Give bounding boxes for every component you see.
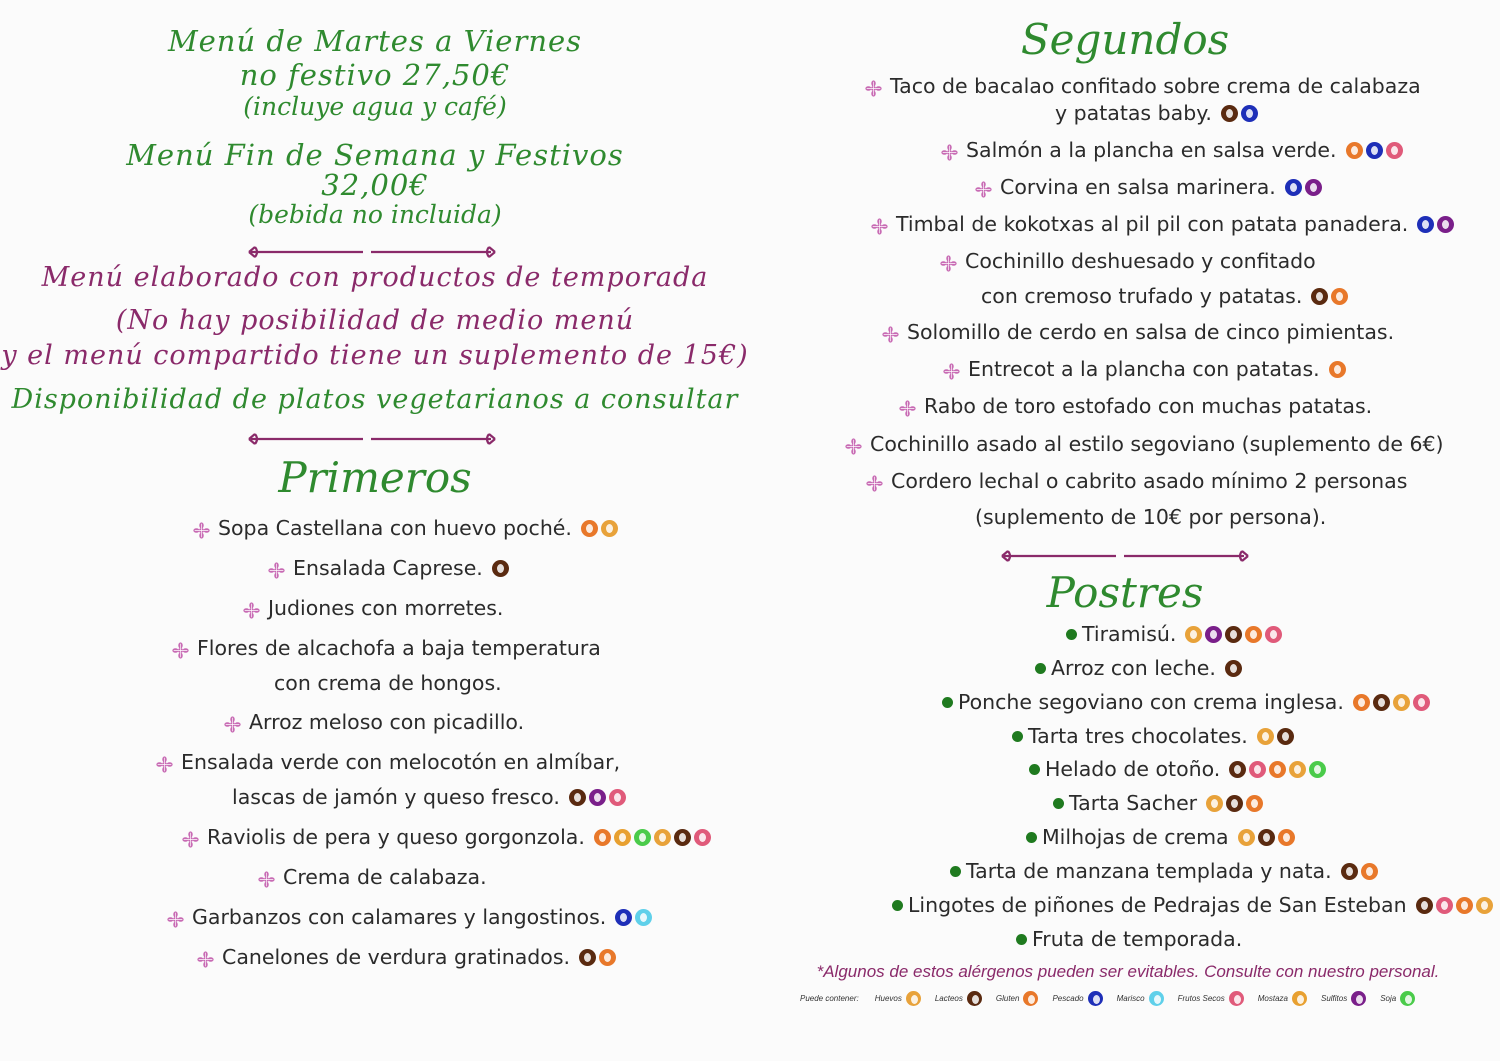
dish-item (224, 710, 524, 734)
flower-bullet-icon (941, 142, 958, 159)
pescado-allergen-icon (615, 909, 632, 926)
dish-item (865, 74, 1421, 98)
dish-item (942, 690, 1430, 714)
dish-name: Cordero lechal o cabrito asado mínimo 2 personas (891, 469, 1408, 493)
legend-label: Marisco (1116, 994, 1145, 1003)
flower-bullet-icon (224, 714, 241, 731)
sulfitos-allergen-icon (1305, 179, 1322, 196)
mostaza-allergen-icon (1292, 991, 1307, 1006)
dot-bullet-icon (1066, 629, 1077, 640)
dish-item (940, 249, 1316, 273)
gluten-allergen-icon (1246, 795, 1263, 812)
huevos-allergen-icon (906, 991, 921, 1006)
allergen-icons (1218, 105, 1258, 122)
soja-allergen-icon (1309, 761, 1326, 778)
dish-item (167, 905, 652, 929)
huevos-allergen-icon (1289, 761, 1306, 778)
allergen-icons (578, 520, 618, 537)
dish-item-continuation (975, 505, 1326, 529)
dish-name: Ensalada verde con melocotón en almíbar, (181, 750, 621, 774)
dish-name: Cochinillo deshuesado y confitado (965, 249, 1316, 273)
allergen-icons (1235, 829, 1295, 846)
weekend-menu-title: Menú Fin de Semana y Festivos (126, 138, 624, 172)
dot-bullet-icon (1012, 731, 1023, 742)
dish-name: Tarta de manzana templada y nata. (966, 859, 1332, 883)
primeros-title: Primeros (278, 453, 472, 502)
legend-item-sulfitos (1321, 991, 1366, 1006)
lacteos-allergen-icon (1229, 761, 1246, 778)
dish-item (943, 357, 1346, 381)
legend-label: Gluten (995, 994, 1020, 1003)
huevos-allergen-icon (1393, 694, 1410, 711)
frutos-allergen-icon (1229, 991, 1244, 1006)
dish-name: Entrecot a la plancha con patatas. (968, 357, 1320, 381)
lacteos-allergen-icon (1258, 829, 1275, 846)
allergen-icons (612, 909, 652, 926)
legend-label: Lacteos (934, 994, 963, 1003)
legend-label: Frutos Secos (1177, 994, 1225, 1003)
dish-item (258, 865, 487, 889)
allergen-icons (1226, 761, 1326, 778)
lacteos-allergen-icon (1221, 105, 1238, 122)
lacteos-allergen-icon (1225, 626, 1242, 643)
gluten-allergen-icon (1269, 761, 1286, 778)
dish-item-continuation (232, 785, 626, 809)
allergen-icons (1308, 288, 1348, 305)
allergen-icons (566, 789, 626, 806)
legend-label: Sulfitos (1320, 994, 1348, 1003)
frutos-allergen-icon (694, 829, 711, 846)
lacteos-allergen-icon (492, 560, 509, 577)
flower-bullet-icon (156, 754, 173, 771)
marisco-allergen-icon (1149, 991, 1164, 1006)
dish-name: con cremoso trufado y patatas. (981, 284, 1303, 308)
dot-bullet-icon (1016, 934, 1027, 945)
dish-name: Canelones de verdura gratinados. (222, 945, 571, 969)
weekend-menu-price: 32,00€ (321, 168, 429, 202)
sulfitos-allergen-icon (589, 789, 606, 806)
flower-bullet-icon (943, 361, 960, 378)
half-menu-note-2: y el menú compartido tiene un suplemento de 15€) (1, 340, 749, 371)
vegetarian-note: Disponibilidad de platos vegetarianos a consultar (11, 384, 739, 415)
frutos-allergen-icon (1413, 694, 1430, 711)
dish-name: Helado de otoño. (1045, 757, 1221, 781)
dish-item (1016, 927, 1242, 951)
dish-item (193, 516, 618, 540)
seasonal-note: Menú elaborado con productos de temporada (41, 262, 709, 293)
dish-name: Ponche segoviano con crema inglesa. (958, 690, 1344, 714)
lacteos-allergen-icon (1225, 660, 1242, 677)
gluten-allergen-icon (594, 829, 611, 846)
ornament-divider (245, 430, 500, 448)
flower-bullet-icon (172, 640, 189, 657)
ornament-divider (998, 547, 1253, 565)
lacteos-allergen-icon (1226, 795, 1243, 812)
pescado-allergen-icon (1241, 105, 1258, 122)
dish-name: Lingotes de piñones de Pedrajas de San Esteban (908, 893, 1407, 917)
legend-item-frutos (1178, 991, 1244, 1006)
allergen-icons (489, 560, 509, 577)
allergen-icons (591, 829, 711, 846)
huevos-allergen-icon (654, 829, 671, 846)
frutos-allergen-icon (1436, 897, 1453, 914)
weekend-menu-note: (bebida no incluida) (248, 200, 502, 229)
gluten-allergen-icon (1329, 361, 1346, 378)
dish-name: Tarta Sacher (1069, 791, 1198, 815)
legend-item-soja (1380, 991, 1415, 1006)
dish-item-continuation (1055, 101, 1258, 125)
dish-name: Rabo de toro estofado con muchas patatas. (924, 394, 1373, 418)
allergen-icons (576, 949, 616, 966)
dish-name: Salmón a la plancha en salsa verde. (966, 138, 1337, 162)
flower-bullet-icon (268, 560, 285, 577)
dish-name: Judiones con morretes. (268, 596, 504, 620)
sulfitos-allergen-icon (1205, 626, 1222, 643)
dish-name: Crema de calabaza. (283, 865, 487, 889)
dish-name: Taco de bacalao confitado sobre crema de calabaza (890, 74, 1421, 98)
dot-bullet-icon (1053, 798, 1064, 809)
flower-bullet-icon (182, 829, 199, 846)
legend-item-lacteos (935, 991, 982, 1006)
pescado-allergen-icon (1417, 216, 1434, 233)
dish-name: Tiramisú. (1082, 622, 1177, 646)
pescado-allergen-icon (1285, 179, 1302, 196)
legend-label: Mostaza (1257, 994, 1288, 1003)
dish-item-continuation (274, 671, 502, 695)
dish-item (845, 432, 1444, 456)
lacteos-allergen-icon (674, 829, 691, 846)
sulfitos-allergen-icon (1437, 216, 1454, 233)
allergen-icons (1203, 795, 1263, 812)
flower-bullet-icon (871, 216, 888, 233)
dish-item (892, 893, 1493, 917)
dish-item (975, 175, 1322, 199)
dish-item (1066, 622, 1282, 646)
dot-bullet-icon (942, 697, 953, 708)
frutos-allergen-icon (609, 789, 626, 806)
flower-bullet-icon (882, 324, 899, 341)
mostaza-allergen-icon (614, 829, 631, 846)
dish-item (871, 212, 1454, 236)
legend-lead: Puede contener: (800, 994, 859, 1003)
huevos-allergen-icon (601, 520, 618, 537)
dish-name: Raviolis de pera y queso gorgonzola. (207, 825, 585, 849)
allergen-icons (1338, 863, 1378, 880)
dish-item (182, 825, 711, 849)
sulfitos-allergen-icon (1351, 991, 1366, 1006)
allergen-icons (1222, 660, 1242, 677)
dish-item (1053, 791, 1263, 815)
dish-name: Flores de alcachofa a baja temperatura (197, 636, 601, 660)
dot-bullet-icon (1026, 832, 1037, 843)
lacteos-allergen-icon (579, 949, 596, 966)
gluten-allergen-icon (599, 949, 616, 966)
dish-item (268, 556, 509, 580)
legend-label: Huevos (874, 994, 902, 1003)
dish-name: Fruta de temporada. (1032, 927, 1243, 951)
dot-bullet-icon (1029, 764, 1040, 775)
marisco-allergen-icon (635, 909, 652, 926)
allergen-icons (1413, 897, 1493, 914)
postres-title: Postres (1046, 568, 1204, 617)
allergen-icons (1254, 728, 1294, 745)
weekday-menu-note: (incluye agua y café) (243, 92, 507, 121)
allergen-icons (1326, 361, 1346, 378)
flower-bullet-icon (899, 398, 916, 415)
flower-bullet-icon (940, 253, 957, 270)
dish-item (882, 320, 1394, 344)
gluten-allergen-icon (1245, 626, 1262, 643)
lacteos-allergen-icon (569, 789, 586, 806)
flower-bullet-icon (865, 78, 882, 95)
lacteos-allergen-icon (1277, 728, 1294, 745)
flower-bullet-icon (258, 869, 275, 886)
frutos-allergen-icon (1386, 142, 1403, 159)
allergen-icons (1182, 626, 1282, 643)
dish-name: lascas de jamón y queso fresco. (232, 785, 560, 809)
dish-name: Sopa Castellana con huevo poché. (218, 516, 572, 540)
dish-item (243, 596, 503, 620)
lacteos-allergen-icon (1341, 863, 1358, 880)
gluten-allergen-icon (1353, 694, 1370, 711)
dish-name: Timbal de kokotxas al pil pil con patata panadera. (896, 212, 1409, 236)
dish-item-continuation (981, 284, 1348, 308)
allergen-icons (1282, 179, 1322, 196)
dish-name: Corvina en salsa marinera. (1000, 175, 1276, 199)
dish-name: Solomillo de cerdo en salsa de cinco pimientas. (907, 320, 1395, 344)
huevos-allergen-icon (1476, 897, 1493, 914)
legend-item-mostaza (1258, 991, 1307, 1006)
legend-item-pescado (1052, 991, 1102, 1006)
flower-bullet-icon (197, 949, 214, 966)
huevos-allergen-icon (1257, 728, 1274, 745)
legend-item-marisco (1117, 991, 1164, 1006)
dish-name: Cochinillo asado al estilo segoviano (suplemento de 6€) (870, 432, 1444, 456)
gluten-allergen-icon (1331, 288, 1348, 305)
lacteos-allergen-icon (967, 991, 982, 1006)
dish-item (1012, 724, 1294, 748)
frutos-allergen-icon (1249, 761, 1266, 778)
allergen-note: *Algunos de estos alérgenos pueden ser evitables. Consulte con nuestro personal. (816, 962, 1440, 981)
soja-allergen-icon (634, 829, 651, 846)
weekday-menu-title: Menú de Martes a Viernes (167, 24, 583, 58)
legend-label: Pescado (1052, 994, 1084, 1003)
dish-item (941, 138, 1403, 162)
legend-label: Soja (1380, 994, 1397, 1003)
legend-item-huevos (875, 991, 921, 1006)
gluten-allergen-icon (581, 520, 598, 537)
frutos-allergen-icon (1265, 626, 1282, 643)
flower-bullet-icon (975, 179, 992, 196)
flower-bullet-icon (167, 909, 184, 926)
dot-bullet-icon (892, 900, 903, 911)
pescado-allergen-icon (1366, 142, 1383, 159)
dish-name: y patatas baby. (1055, 101, 1212, 125)
lacteos-allergen-icon (1311, 288, 1328, 305)
dish-item (172, 636, 601, 660)
dish-name: Ensalada Caprese. (293, 556, 483, 580)
dish-name: Arroz con leche. (1051, 656, 1216, 680)
lacteos-allergen-icon (1416, 897, 1433, 914)
lacteos-allergen-icon (1373, 694, 1390, 711)
allergen-icons (1350, 694, 1430, 711)
dish-item (1035, 656, 1242, 680)
gluten-allergen-icon (1456, 897, 1473, 914)
ornament-divider (245, 243, 500, 261)
flower-bullet-icon (193, 520, 210, 537)
legend-item-gluten (996, 991, 1039, 1006)
dish-name: Milhojas de crema (1042, 825, 1229, 849)
dish-name: con crema de hongos. (274, 671, 502, 695)
gluten-allergen-icon (1278, 829, 1295, 846)
weekday-menu-price: no festivo 27,50€ (239, 58, 511, 92)
allergen-icons (1414, 216, 1454, 233)
allergen-icons (1343, 142, 1403, 159)
gluten-allergen-icon (1361, 863, 1378, 880)
huevos-allergen-icon (1206, 795, 1223, 812)
dish-name: Garbanzos con calamares y langostinos. (192, 905, 607, 929)
dish-item (950, 859, 1378, 883)
soja-allergen-icon (1400, 991, 1415, 1006)
pescado-allergen-icon (1088, 991, 1103, 1006)
huevos-allergen-icon (1185, 626, 1202, 643)
dish-name: Arroz meloso con picadillo. (249, 710, 525, 734)
flower-bullet-icon (866, 473, 883, 490)
dish-item (1026, 825, 1295, 849)
flower-bullet-icon (243, 600, 260, 617)
segundos-title: Segundos (1020, 15, 1230, 64)
huevos-allergen-icon (1238, 829, 1255, 846)
dish-item (899, 394, 1372, 418)
dish-name: Tarta tres chocolates. (1028, 724, 1248, 748)
flower-bullet-icon (845, 436, 862, 453)
allergen-legend (800, 991, 1450, 1006)
dot-bullet-icon (950, 866, 961, 877)
half-menu-note-1: (No hay posibilidad de medio menú (115, 305, 635, 336)
dish-item (866, 469, 1407, 493)
dish-name: (suplemento de 10€ por persona). (975, 505, 1327, 529)
gluten-allergen-icon (1346, 142, 1363, 159)
dish-item (197, 945, 616, 969)
dish-item (156, 750, 620, 774)
dish-item (1029, 757, 1326, 781)
dot-bullet-icon (1035, 663, 1046, 674)
gluten-allergen-icon (1023, 991, 1038, 1006)
